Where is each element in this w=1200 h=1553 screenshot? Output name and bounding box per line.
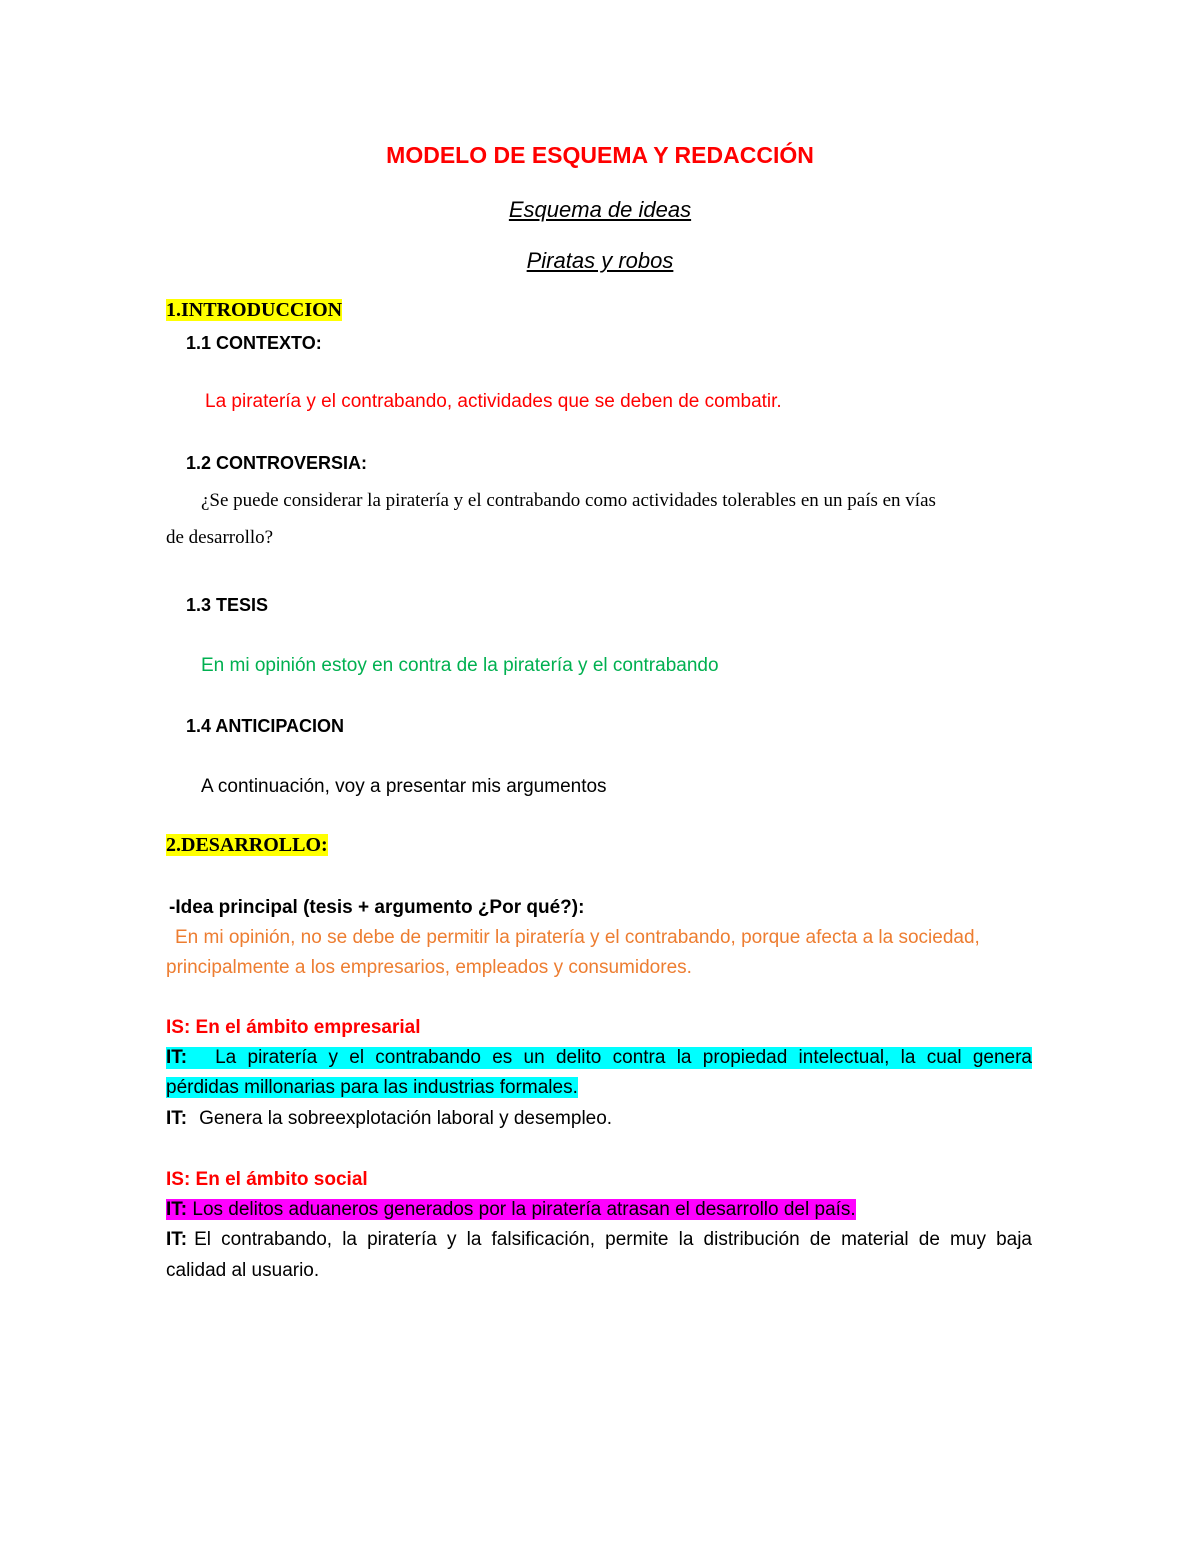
section-2-heading-text: 2.DESARROLLO: [166, 834, 328, 856]
is-social: IS: En el ámbito social [166, 1169, 368, 1190]
idea-principal-label: -Idea principal (tesis + argumento ¿Por qué?): [169, 897, 585, 918]
controversia-line-2: de desarrollo? [166, 527, 274, 548]
it-delitos-aduaneros [166, 1199, 856, 1221]
it-empresarial-text-2: pérdidas millonarias para las industrias formales. [166, 1077, 578, 1098]
subtitle-esquema: Esquema de ideas [508, 197, 692, 222]
document-title: MODELO DE ESQUEMA Y REDACCIÓN [386, 142, 814, 168]
it-contrabando-text: El contrabando, la piratería y la falsificación, permite la distribución de material de muy baja [194, 1229, 1032, 1250]
contexto-label: 1.1 CONTEXTO: [186, 333, 322, 353]
controversia-line-1: ¿Se puede considerar la piratería y el contrabando como actividades tolerables en un país en vías [201, 490, 936, 511]
it-empresarial-text: La piratería y el contrabando es un delito contra la propiedad intelectual, la cual genera [215, 1047, 1032, 1068]
idea-principal-line-1: En mi opinión, no se debe de permitir la piratería y el contrabando, porque afecta a la sociedad, [175, 927, 980, 948]
tesis-text: En mi opinión estoy en contra de la piratería y el contrabando [201, 655, 719, 676]
it-empresarial-line-2 [166, 1077, 578, 1099]
it-prefix: IT: [166, 1229, 188, 1250]
anticipacion-label: 1.4 ANTICIPACION [186, 716, 345, 736]
it-sobreexplotacion [166, 1108, 612, 1130]
it-prefix: IT: [166, 1199, 188, 1220]
subtitle-piratas: Piratas y robos [526, 248, 674, 273]
section-2-heading [166, 834, 328, 857]
it-empresarial-line-1 [166, 1047, 1032, 1069]
it-delitos-aduaneros-text: Los delitos aduaneros generados por la piratería atrasan el desarrollo del país. [192, 1199, 856, 1220]
section-1-heading-text: 1.INTRODUCCION [166, 299, 343, 321]
it-prefix: IT: [166, 1047, 188, 1068]
it-prefix: IT: [166, 1108, 188, 1129]
anticipacion-text: A continuación, voy a presentar mis argumentos [201, 776, 607, 797]
section-1-heading [166, 299, 342, 322]
it-sobreexplotacion-text: Genera la sobreexplotación laboral y desempleo. [199, 1108, 613, 1129]
idea-principal-line-2: principalmente a los empresarios, empleados y consumidores. [166, 957, 692, 978]
contexto-text: La piratería y el contrabando, actividades que se deben de combatir. [205, 391, 782, 412]
it-contrabando-line-2: calidad al usuario. [166, 1260, 320, 1281]
controversia-label: 1.2 CONTROVERSIA: [186, 453, 368, 473]
is-empresarial: IS: En el ámbito empresarial [166, 1017, 421, 1038]
it-contrabando-line-1 [166, 1229, 1032, 1251]
tesis-label: 1.3 TESIS [186, 595, 269, 615]
